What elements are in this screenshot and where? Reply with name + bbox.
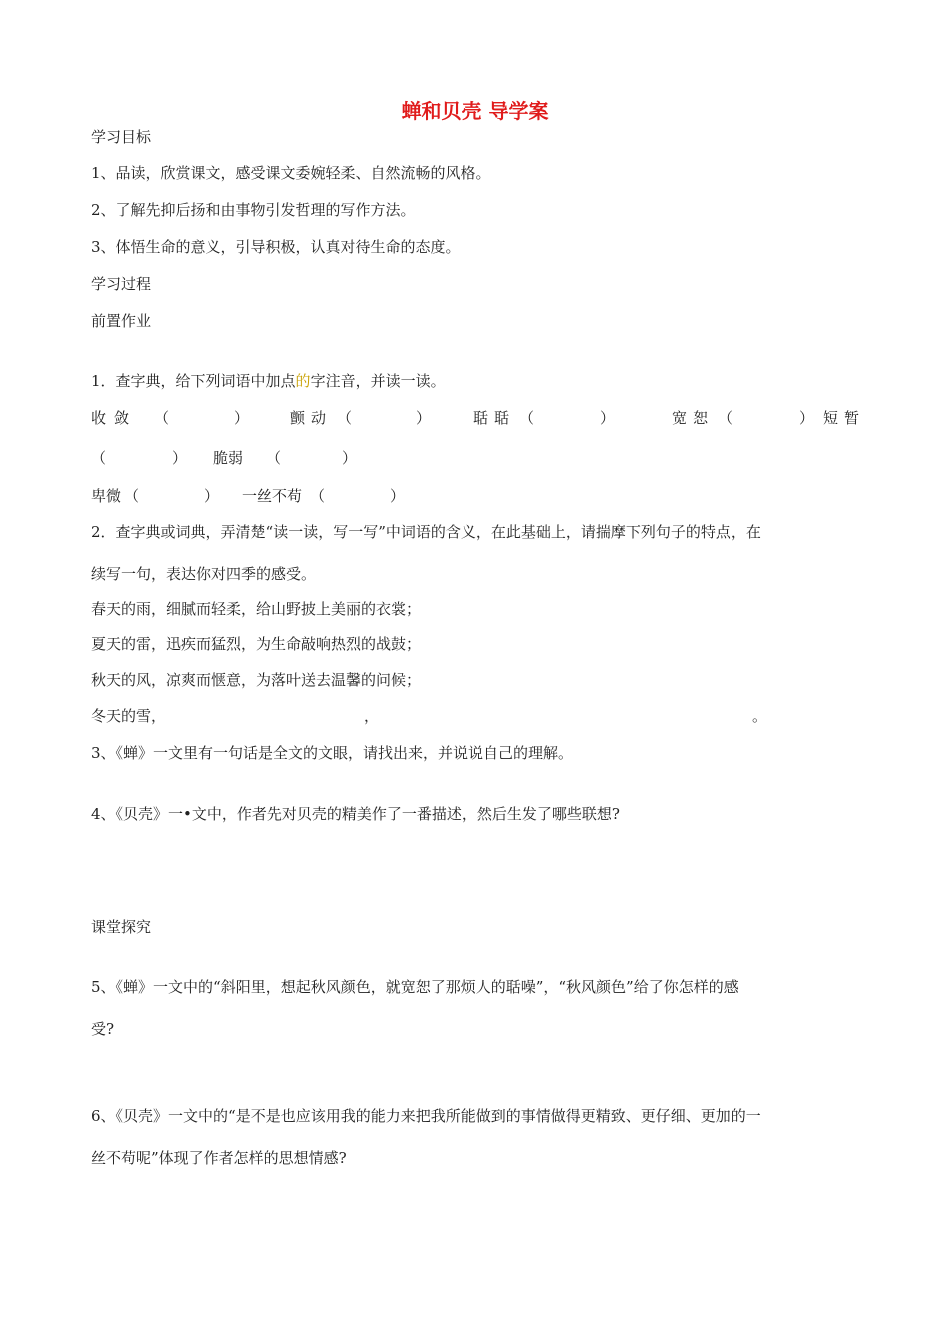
question-1-text-a: 1．查字典，给下列词语中加点: [91, 372, 296, 390]
season-winter-end: 。: [752, 707, 768, 725]
paren-close: ）: [342, 449, 358, 467]
paren-close: ）: [204, 487, 220, 505]
word-4: 宽恕: [672, 409, 715, 427]
paren-open: （: [124, 487, 140, 505]
word-6: 脆弱: [213, 449, 244, 467]
word-8: 一丝不苟: [242, 487, 303, 505]
season-winter-comma: ，: [364, 707, 380, 725]
paren-open: （: [91, 449, 107, 467]
objective-item-3: 3、体悟生命的意义，引导积极，认真对待生命的态度。: [91, 238, 461, 256]
paren-open: （: [337, 409, 353, 427]
question-6-line-2: 丝不苟呢”体现了作者怎样的思想情感?: [91, 1149, 347, 1167]
question-1-dotted-char: 的: [295, 372, 311, 390]
objectives-heading: 学习目标: [91, 128, 152, 146]
objective-item-2: 2、了解先抑后扬和由事物引发哲理的写作方法。: [91, 201, 416, 219]
paren-open: （: [310, 487, 326, 505]
paren-open: （: [519, 409, 535, 427]
question-6-line-1: 6、《贝壳》一文中的“是不是也应该用我的能力来把我所能做到的事情做得更精致、更仔细、更加的一: [91, 1107, 761, 1125]
paren-close: ）: [234, 409, 250, 427]
season-example-spring: 春天的雨，细腻而轻柔，给山野披上美丽的衣裳；: [91, 600, 422, 618]
word-1: 收敛: [91, 409, 138, 427]
document-title: 蝉和贝壳 导学案: [401, 99, 549, 123]
paren-close: ）: [799, 409, 815, 427]
season-winter-prefix: 冬天的雪，: [91, 707, 167, 725]
question-1: [91, 374, 446, 389]
process-heading: 学习过程: [91, 275, 152, 293]
question-2-line-2: 续写一句，表达你对四季的感受。: [91, 565, 317, 583]
paren-open: （: [154, 409, 170, 427]
question-5-line-1: 5、《蝉》一文中的“斜阳里，想起秋风颜色，就宽恕了那烦人的聒噪”，“秋风颜色”给了你怎样的感: [91, 978, 739, 996]
paren-open: （: [266, 449, 282, 467]
question-5-line-2: 受?: [91, 1020, 115, 1038]
objective-item-1: 1、品读，欣赏课文，感受课文委婉轻柔、自然流畅的风格。: [91, 164, 491, 182]
season-example-summer: 夏天的雷，迅疾而猛烈，为生命敲响热烈的战鼓；: [91, 635, 422, 653]
word-2: 颤动: [290, 409, 333, 427]
paren-close: ）: [416, 409, 432, 427]
question-3: 3、《蝉》一文里有一句话是全文的文眼，请找出来，并说说自己的理解。: [91, 744, 574, 762]
paren-open: （: [718, 409, 734, 427]
word-5: 短暂: [823, 409, 866, 427]
question-4: 4、《贝壳》一•文中，作者先对贝壳的精美作了一番描述，然后生发了哪些联想?: [91, 805, 620, 823]
question-1-text-b: 字注音，并读一读。: [310, 372, 446, 390]
question-2-line-1: 2．查字典或词典，弄清楚“读一读，写一写”中词语的含义，在此基础上，请揣摩下列句子的特点，在: [91, 523, 761, 541]
paren-close: ）: [600, 409, 616, 427]
season-example-autumn: 秋天的风，凉爽而惬意，为落叶送去温馨的问候；: [91, 671, 422, 689]
paren-close: ）: [172, 449, 188, 467]
word-3: 聒聒: [473, 409, 516, 427]
prework-heading: 前置作业: [91, 312, 152, 330]
paren-close: ）: [390, 487, 406, 505]
class-heading: 课堂探究: [91, 918, 152, 936]
word-7: 卑微: [91, 487, 122, 505]
